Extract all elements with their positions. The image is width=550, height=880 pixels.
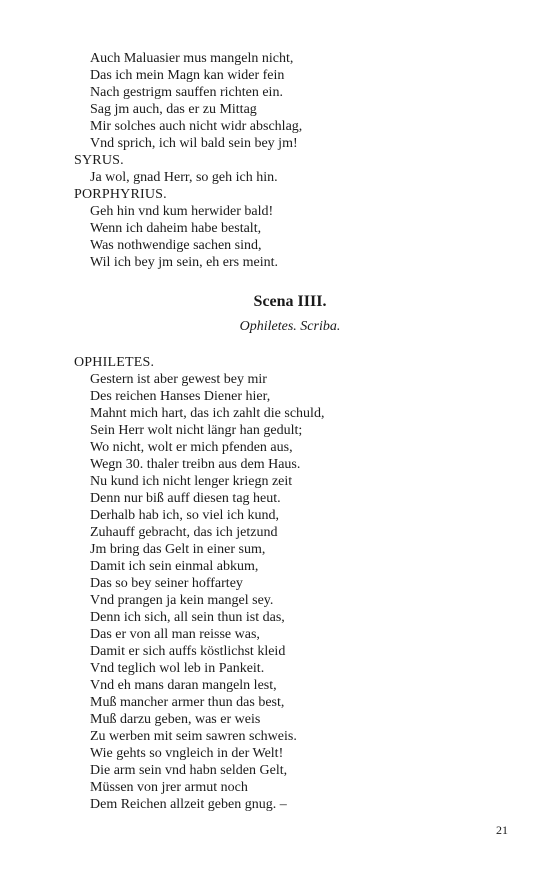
verse-line: Geh hin vnd kum herwider bald!: [90, 204, 274, 219]
verse-line: Wo nicht, wolt er mich pfenden aus,: [90, 440, 293, 455]
verse-line: Das er von all man reisse was,: [90, 627, 260, 642]
verse-line: Damit er sich auffs köstlichst kleid: [90, 644, 286, 659]
verse-line: Nu kund ich nicht lenger kriegn zeit: [90, 474, 293, 489]
speaker-name: SYRUS.: [74, 153, 124, 168]
scene-heading: Scena IIII.: [253, 293, 327, 310]
verse-line: Was nothwendige sachen sind,: [90, 238, 262, 253]
page-number: 21: [496, 823, 508, 837]
speaker-name: OPHILETES.: [74, 355, 155, 370]
verse-line: Vnd prangen ja kein mangel sey.: [90, 593, 274, 608]
scene-persons: Ophiletes. Scriba.: [239, 319, 341, 334]
verse-line: Sag jm auch, das er zu Mittag: [90, 102, 257, 117]
verse-line: Denn ich sich, all sein thun ist das,: [90, 610, 285, 625]
verse-line: Wenn ich daheim habe bestalt,: [90, 221, 262, 236]
verse-line: Wil ich bey jm sein, eh ers meint.: [90, 255, 279, 270]
verse-line: Des reichen Hanses Diener hier,: [90, 389, 271, 404]
verse-line: Vnd eh mans daran mangeln lest,: [90, 678, 277, 693]
verse-line: Gestern ist aber gewest bey mir: [90, 372, 267, 387]
verse-line: Jm bring das Gelt in einer sum,: [90, 542, 266, 557]
verse-line: Wegn 30. thaler treibn aus dem Haus.: [90, 457, 301, 472]
verse-line: Wie gehts so vngleich in der Welt!: [90, 746, 284, 761]
verse-line: Zu werben mit seim sawren schweis.: [90, 729, 297, 744]
verse-line: Das so bey seiner hoffartey: [90, 576, 243, 591]
verse-line: Sein Herr wolt nicht längr han gedult;: [90, 423, 303, 438]
verse-line: Auch Maluasier mus mangeln nicht,: [90, 51, 294, 66]
verse-line: Die arm sein vnd habn selden Gelt,: [90, 763, 288, 778]
verse-line: Müssen von jrer armut noch: [90, 780, 248, 795]
verse-line: Damit ich sein einmal abkum,: [90, 559, 259, 574]
verse-line: Muß darzu geben, was er weis: [90, 712, 261, 727]
verse-line: Mir solches auch nicht widr abschlag,: [90, 119, 303, 134]
verse-line: Nach gestrigm sauffen richten ein.: [90, 85, 283, 100]
verse-line: Ja wol, gnad Herr, so geh ich hin.: [90, 170, 278, 185]
verse-block-porphyrius: [74, 50, 494, 271]
verse-line: Zuhauff gebracht, das ich jetzund: [90, 525, 278, 540]
verse-line: Das ich mein Magn kan wider fein: [90, 68, 285, 83]
verse-block-ophiletes: [74, 354, 494, 813]
verse-line: Mahnt mich hart, das ich zahlt die schuld,: [90, 406, 325, 421]
verse-line: Derhalb hab ich, so viel ich kund,: [90, 508, 279, 523]
verse-line: Dem Reichen allzeit geben gnug. –: [90, 797, 287, 812]
verse-line: Denn nur biß auff diesen tag heut.: [90, 491, 281, 506]
speaker-name: PORPHYRIUS.: [74, 187, 167, 202]
verse-line: Muß mancher armer thun das best,: [90, 695, 285, 710]
verse-line: Vnd sprich, ich wil bald sein bey jm!: [90, 136, 298, 151]
verse-line: Vnd teglich wol leb in Pankeit.: [90, 661, 265, 676]
